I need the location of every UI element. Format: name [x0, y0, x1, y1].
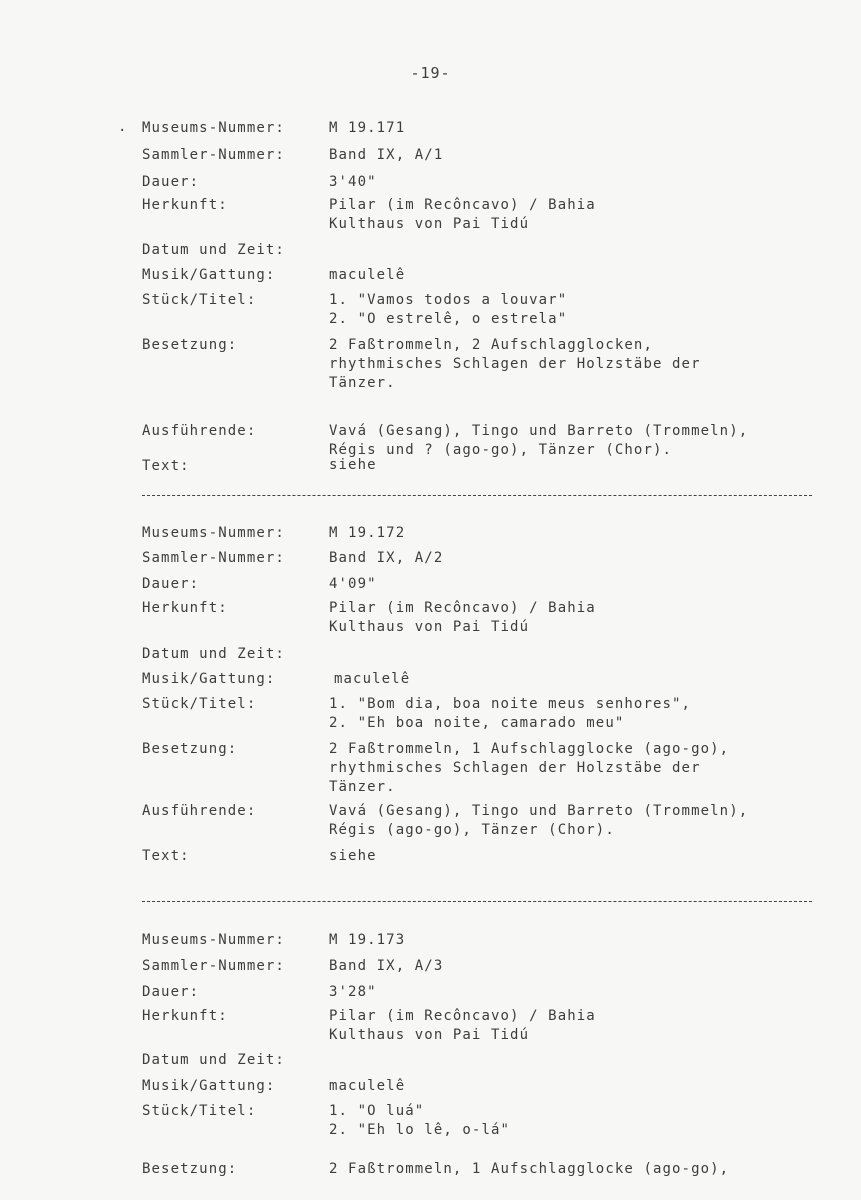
label-text: Text:: [142, 458, 190, 474]
label-origin: Herkunft:: [142, 1008, 228, 1024]
value-instrumentation: 2 Faßtrommeln, 1 Aufschlagglocke (ago-go),: [329, 1161, 730, 1177]
value-collector-number: Band IX, A/1: [329, 147, 444, 163]
value-text: siehe: [329, 457, 377, 473]
value-title: 1. "Bom dia, boa noite meus senhores", 2. "Eh boa noite, camarado meu": [329, 696, 692, 731]
separator-line: [142, 495, 812, 496]
value-performers: Vavá (Gesang), Tingo und Barreto (Trommeln), Régis (ago-go), Tänzer (Chor).: [329, 803, 749, 838]
label-performers: Ausführende:: [142, 423, 257, 439]
margin-mark: .: [118, 119, 127, 135]
label-datetime: Datum und Zeit:: [142, 646, 285, 662]
label-origin: Herkunft:: [142, 197, 228, 213]
value-duration: 4'09": [329, 576, 377, 592]
label-museum-number: Museums-Nummer:: [142, 525, 285, 541]
label-datetime: Datum und Zeit:: [142, 1052, 285, 1068]
value-duration: 3'28": [329, 984, 377, 1000]
label-performers: Ausführende:: [142, 803, 257, 819]
value-museum-number: M 19.172: [329, 525, 406, 541]
value-duration: 3'40": [329, 174, 377, 190]
value-instrumentation: 2 Faßtrommeln, 1 Aufschlagglocke (ago-go), rhythmisches Schlagen der Holzstäbe der Tänzer.: [329, 741, 730, 795]
label-datetime: Datum und Zeit:: [142, 242, 285, 258]
value-collector-number: Band IX, A/3: [329, 958, 444, 974]
value-instrumentation: 2 Faßtrommeln, 2 Aufschlagglocken, rhythmisches Schlagen der Holzstäbe der Tänzer.: [329, 337, 701, 391]
value-origin: Pilar (im Recôncavo) / Bahia Kulthaus von Pai Tidú: [329, 600, 596, 635]
value-genre: maculelê: [334, 671, 411, 687]
label-duration: Dauer:: [142, 984, 200, 1000]
value-genre: maculelê: [329, 1078, 406, 1094]
value-title: 1. "O luá" 2. "Eh lo lê, o-lá": [329, 1103, 511, 1138]
value-performers: Vavá (Gesang), Tingo und Barreto (Trommeln), Régis und ? (ago-go), Tänzer (Chor).: [329, 423, 749, 458]
label-museum-number: Museums-Nummer:: [142, 120, 285, 136]
value-origin: Pilar (im Recôncavo) / Bahia Kulthaus von Pai Tidú: [329, 197, 596, 232]
label-museum-number: Museums-Nummer:: [142, 932, 285, 948]
label-instrumentation: Besetzung:: [142, 1161, 238, 1177]
value-origin: Pilar (im Recôncavo) / Bahia Kulthaus von Pai Tidú: [329, 1008, 596, 1043]
label-genre: Musik/Gattung:: [142, 1078, 276, 1094]
value-museum-number: M 19.173: [329, 932, 406, 948]
label-genre: Musik/Gattung:: [142, 671, 276, 687]
value-title: 1. "Vamos todos a louvar" 2. "O estrelê, o estrela": [329, 292, 568, 327]
label-collector-number: Sammler-Nummer:: [142, 147, 285, 163]
value-text: siehe: [329, 848, 377, 864]
label-title: Stück/Titel:: [142, 292, 257, 308]
value-genre: maculelê: [329, 267, 406, 283]
page-number: -19-: [410, 64, 451, 82]
label-instrumentation: Besetzung:: [142, 337, 238, 353]
value-museum-number: M 19.171: [329, 120, 406, 136]
label-title: Stück/Titel:: [142, 696, 257, 712]
label-title: Stück/Titel:: [142, 1103, 257, 1119]
label-duration: Dauer:: [142, 174, 200, 190]
label-instrumentation: Besetzung:: [142, 741, 238, 757]
label-collector-number: Sammler-Nummer:: [142, 958, 285, 974]
label-genre: Musik/Gattung:: [142, 267, 276, 283]
label-collector-number: Sammler-Nummer:: [142, 550, 285, 566]
label-origin: Herkunft:: [142, 600, 228, 616]
separator-line: [142, 901, 812, 902]
label-text: Text:: [142, 848, 190, 864]
value-collector-number: Band IX, A/2: [329, 550, 444, 566]
label-duration: Dauer:: [142, 576, 200, 592]
